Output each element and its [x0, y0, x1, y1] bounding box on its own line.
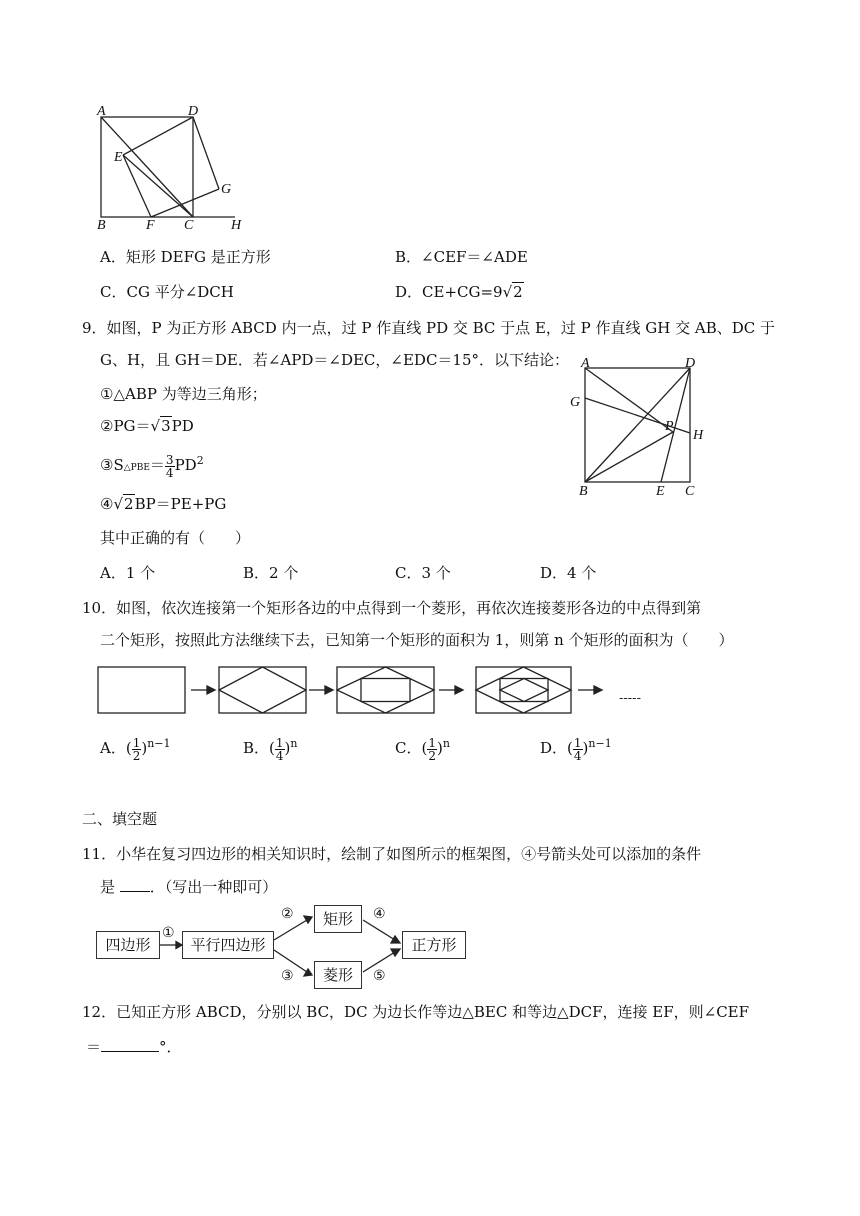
q10-option-c: C．( $\frac{1}{2}$ )$^n$ [395, 735, 450, 763]
q10-rectangles-figure [95, 662, 665, 722]
q9-label-d: D [685, 356, 696, 371]
q10-option-b: B．( $\frac{1}{4}$ )$^n$ [243, 735, 298, 763]
q8-option-d: D．CE+CG=9√2 [395, 283, 523, 301]
q9-option-a: A．1 个 [100, 564, 156, 582]
q9-option-d: D．4 个 [540, 564, 597, 582]
q8-figure [95, 105, 255, 235]
q12-stem-line2: ＝ °． [86, 1038, 182, 1056]
q8-label-e: E [114, 150, 123, 165]
q9-label-p: P [665, 419, 674, 434]
q8-label-b: B [97, 218, 106, 233]
q11-stem-line2: 是 ．（写出一种即可） [100, 878, 278, 896]
q9-stem-line1: 9．如图，P 为正方形 ABCD 内一点，过 P 作直线 PD 交 BC 于点 E，过 P 作直线 GH 交 AB、DC 于 [82, 319, 776, 337]
diagram-box-parallelogram: 平行四边形 [182, 931, 274, 959]
diagram-label-2: ② [281, 906, 294, 922]
q9-label-h: H [693, 428, 704, 443]
q12-stem-line1: 12．已知正方形 ABCD，分别以 BC，DC 为边长作等边△BEC 和等边△DCF，连接 EF，则∠CEF [82, 1003, 750, 1021]
q8-option-b: B．∠CEF＝∠ADE [395, 248, 528, 266]
diagram-box-rhombus: 菱形 [314, 961, 362, 989]
q8-option-a: A．矩形 DEFG 是正方形 [100, 248, 271, 266]
q9-label-b: B [579, 484, 588, 499]
diagram-label-1: ① [162, 925, 175, 941]
diagram-label-5: ⑤ [373, 968, 386, 984]
q9-label-c: C [685, 484, 695, 499]
q9-conclusion-1: ①△ABP 为等边三角形； [100, 385, 267, 403]
q8-label-g: G [221, 182, 232, 197]
q10-option-d: D．( $\frac{1}{4}$ )$^{n-1}$ [540, 735, 612, 763]
q8-label-c: C [184, 218, 194, 233]
q9-conclusion-2: ②PG＝√3PD [100, 417, 194, 435]
section-title: 二、填空题 [82, 810, 158, 828]
q9-conclusion-3: ③S△PBE＝ $\frac{3}{4}$ $PD^2$ [100, 452, 204, 480]
q9-figure [570, 356, 715, 503]
q10-stem-line1: 10．如图，依次连接第一个矩形各边的中点得到一个菱形，再依次连接菱形各边的中点得到第 [82, 599, 702, 617]
q10-stem-line2: 二个矩形，按照此方法继续下去，已知第一个矩形的面积为 1，则第 n 个矩形的面积为（ ） [100, 631, 734, 649]
q9-question: 其中正确的有（ ） [100, 529, 251, 547]
diagram-box-rectangle: 矩形 [314, 905, 362, 933]
q10-option-a: A．( $\frac{1}{2}$ )$^{n-1}$ [100, 735, 171, 763]
diagram-label-3: ③ [281, 968, 294, 984]
q9-conclusion-4: ④√2BP＝PE+PG [100, 495, 227, 513]
q8-option-c: C．CG 平分∠DCH [100, 283, 234, 301]
q9-label-g: G [570, 395, 581, 410]
q11-stem-line1: 11．小华在复习四边形的相关知识时，绘制了如图所示的框架图，④号箭头处可以添加的条件 [82, 845, 702, 863]
q8-label-a: A [97, 104, 106, 119]
diagram-box-square: 正方形 [402, 931, 466, 959]
q10-dots: ----- [619, 691, 641, 706]
q9-option-c: C．3 个 [395, 564, 451, 582]
q9-label-a: A [581, 356, 590, 371]
q9-option-b: B．2 个 [243, 564, 299, 582]
q8-label-d: D [188, 104, 199, 119]
diagram-box-quadrilateral: 四边形 [96, 931, 160, 959]
q8-label-h: H [231, 218, 242, 233]
q8-label-f: F [146, 218, 155, 233]
q9-stem-line2: G、H，且 GH＝DE．若∠APD＝∠DEC，∠EDC＝15°．以下结论： [100, 351, 570, 369]
diagram-label-4: ④ [373, 906, 386, 922]
q9-label-e: E [656, 484, 665, 499]
